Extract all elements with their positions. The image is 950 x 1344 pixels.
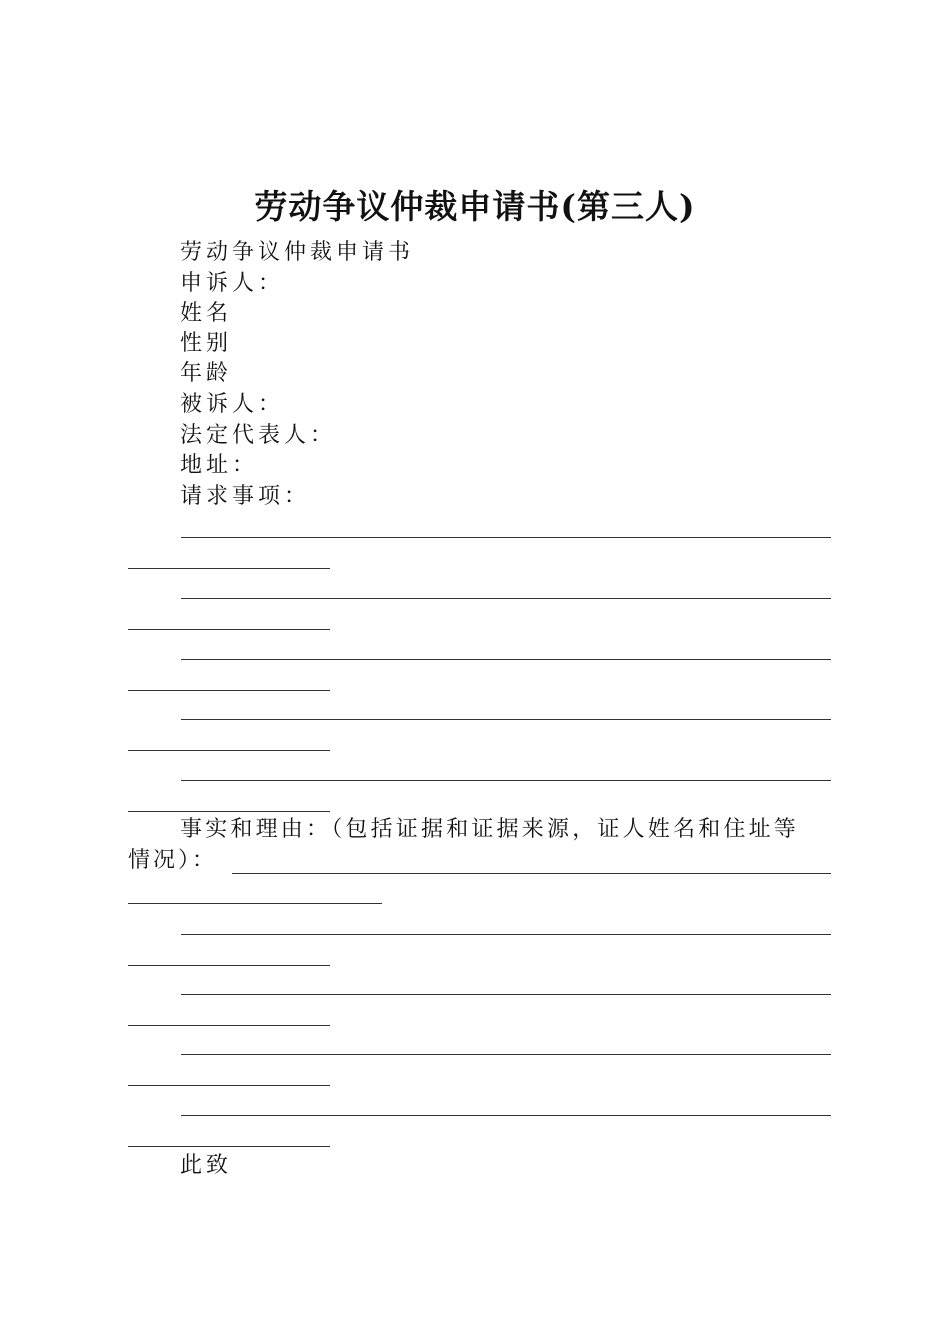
claims-label: 请求事项：	[180, 484, 311, 509]
facts-blank-line	[181, 934, 831, 935]
claims-blank-line-continuation	[128, 811, 330, 812]
facts-blank-line-continuation	[128, 1025, 330, 1026]
claims-blank-line	[181, 780, 831, 781]
facts-blank-line-continuation	[128, 965, 330, 966]
claims-blank-line-continuation	[128, 629, 330, 630]
closing-salutation: 此致	[180, 1153, 233, 1178]
claims-blank-line-continuation	[128, 750, 330, 751]
facts-blank-line	[181, 1115, 831, 1116]
claims-blank-line	[181, 598, 831, 599]
legal-representative-label: 法定代表人：	[180, 423, 337, 448]
facts-reasons-label: 事实和理由：（包括证据和证据来源，证人姓名和住址等	[180, 817, 800, 842]
applicant-label: 申诉人：	[180, 271, 285, 296]
claims-blank-line	[181, 659, 831, 660]
facts-blank-line-continuation	[128, 903, 382, 904]
facts-blank-line	[181, 1054, 831, 1055]
respondent-label: 被诉人：	[180, 392, 285, 417]
claims-blank-line-continuation	[128, 690, 330, 691]
address-label: 地址：	[180, 453, 259, 478]
claims-blank-line	[181, 537, 831, 538]
name-label: 姓名	[180, 301, 233, 326]
age-label: 年龄	[180, 361, 233, 386]
facts-blank-line-continuation	[128, 1146, 330, 1147]
claims-blank-line	[181, 719, 831, 720]
claims-blank-line-continuation	[128, 568, 330, 569]
facts-blank-line	[181, 994, 831, 995]
facts-blank-line	[232, 873, 831, 874]
document-title: 劳动争议仲裁申请书(第三人)	[254, 187, 696, 226]
form-header: 劳动争议仲裁申请书	[180, 240, 415, 265]
gender-label: 性别	[180, 331, 233, 356]
facts-blank-line-continuation	[128, 1085, 330, 1086]
facts-reasons-label-continuation: 情况）：	[128, 848, 218, 873]
